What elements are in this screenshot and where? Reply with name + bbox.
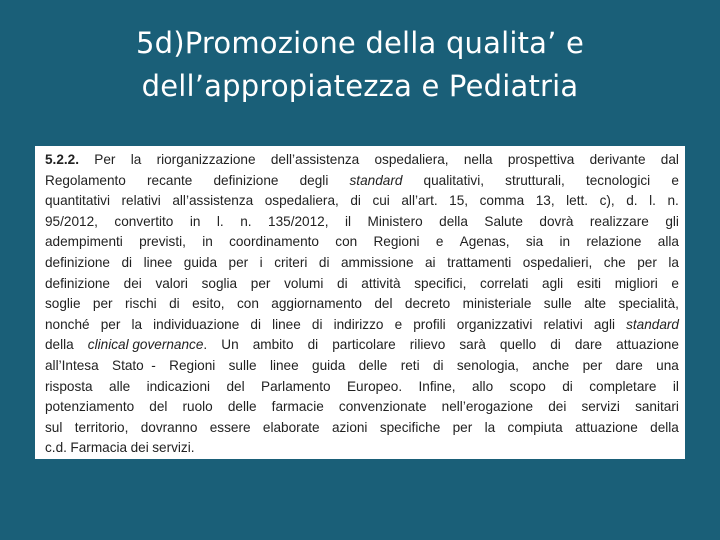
word: esito,	[192, 296, 225, 312]
word: con	[236, 296, 259, 312]
word: per	[228, 254, 249, 270]
word: convenzionate	[338, 399, 427, 415]
word: degli	[299, 172, 329, 188]
document-line	[45, 274, 679, 295]
word: di	[562, 378, 573, 394]
word: nella	[463, 152, 493, 167]
document-line	[45, 397, 679, 418]
word: della	[650, 419, 679, 435]
document-line	[45, 171, 679, 192]
word: linee	[272, 316, 301, 332]
word: la	[130, 152, 142, 167]
italic-text: clinical governance	[87, 337, 204, 353]
word: e	[671, 172, 679, 188]
word: dei	[130, 440, 149, 456]
word: Regolamento	[45, 172, 126, 188]
word: delle	[358, 357, 388, 373]
word: previsti,	[139, 234, 186, 250]
document-line	[45, 253, 679, 274]
word: nonché	[45, 316, 90, 332]
italic-text: standard	[626, 316, 679, 332]
word: della	[439, 213, 468, 229]
word: profili	[413, 316, 446, 332]
italic-text: standard	[349, 172, 403, 188]
word: Farmacia	[70, 440, 128, 456]
word: in	[559, 234, 571, 250]
word: Regioni	[169, 357, 216, 373]
document-excerpt	[35, 146, 685, 459]
word: criteri	[274, 254, 308, 270]
word: sia	[525, 234, 544, 250]
word: ospedaliera,	[264, 193, 339, 209]
word: di	[169, 296, 180, 312]
word: trattamenti	[447, 254, 512, 270]
word: di	[250, 316, 261, 332]
word: 13,	[535, 193, 555, 209]
word: attuazione	[575, 419, 638, 435]
word: comma	[479, 193, 525, 209]
document-line	[45, 377, 679, 398]
word: ministeriale	[462, 296, 532, 312]
word: quello	[499, 337, 537, 353]
word: agli	[542, 275, 564, 291]
word: Salute	[484, 213, 523, 229]
word: Per	[94, 152, 116, 167]
word: risposta	[45, 378, 93, 394]
word: rischi	[124, 296, 157, 312]
word: soglie	[45, 296, 81, 312]
word: in	[202, 234, 213, 250]
word: dei	[123, 275, 142, 291]
word: cui	[372, 193, 390, 209]
word: di	[337, 275, 348, 291]
word: completare	[589, 378, 657, 394]
word: Ministero	[367, 213, 423, 229]
word: derivante	[589, 152, 646, 167]
word: di	[318, 254, 330, 270]
word: alla	[657, 234, 679, 250]
word: dei	[548, 399, 567, 415]
word: indirizzo	[333, 316, 384, 332]
word: l.	[649, 193, 656, 209]
word: i	[259, 254, 263, 270]
word: relazione	[586, 234, 642, 250]
word: per	[250, 275, 271, 291]
word: sulle	[228, 357, 257, 373]
document-line	[45, 294, 679, 315]
word: elaborate	[262, 419, 320, 435]
word: con	[335, 234, 358, 250]
word: guida	[183, 254, 218, 270]
word: dare	[615, 357, 643, 373]
word: di	[432, 357, 444, 373]
word: definizione	[45, 275, 110, 291]
document-line	[45, 335, 679, 356]
word: linee	[143, 254, 173, 270]
word: tecnologici	[585, 172, 651, 188]
word: dovranno	[140, 419, 198, 435]
document-line	[45, 356, 679, 377]
word: di	[350, 193, 361, 209]
document-line	[45, 438, 679, 459]
word: il	[344, 213, 352, 229]
document-line	[45, 232, 679, 253]
word: allo	[471, 378, 494, 394]
word: attuazione	[616, 337, 679, 353]
word: relativi	[543, 316, 583, 332]
word: servizi.	[152, 440, 195, 456]
word: d.	[626, 193, 638, 209]
word: all’Intesa	[45, 357, 99, 373]
word: n.	[667, 193, 679, 209]
word: soglia	[201, 275, 238, 291]
italic-term	[350, 171, 403, 192]
word: coordinamento	[229, 234, 319, 250]
word: ai	[425, 254, 436, 270]
word: Parlamento	[261, 378, 331, 394]
word: e	[394, 316, 403, 332]
word: la	[668, 254, 679, 270]
word: c),	[599, 193, 615, 209]
word: sulle	[543, 296, 572, 312]
word: sanitari	[635, 399, 679, 415]
word: per	[452, 419, 473, 435]
word: ambito	[252, 337, 294, 353]
word: per	[100, 316, 121, 332]
word: territorio,	[74, 419, 129, 435]
word: lett.	[566, 193, 589, 209]
word: decreto	[404, 296, 451, 312]
word: rilievo	[409, 337, 446, 353]
word: una	[656, 357, 679, 373]
slide-title-line-1: 5d)Promozione della qualita’ e	[135, 26, 585, 60]
document-line	[45, 191, 679, 212]
word: adempimenti	[45, 234, 123, 250]
word: servizi	[581, 399, 620, 415]
word: gli	[665, 213, 679, 229]
italic-term: clinical governance.	[87, 337, 208, 353]
word: Agenas,	[459, 234, 510, 250]
word: la	[131, 316, 143, 332]
word: senologia,	[456, 357, 519, 373]
italic-term	[626, 315, 679, 336]
word: quantitativi	[45, 193, 110, 209]
word: per	[582, 357, 603, 373]
word: ospedalieri,	[522, 254, 593, 270]
word: del	[226, 378, 245, 394]
word: n.	[240, 213, 252, 229]
word: alte	[584, 296, 607, 312]
word: definizione	[213, 172, 279, 188]
word: anche	[532, 357, 570, 373]
word: indicazioni	[146, 378, 211, 394]
word: in	[189, 213, 201, 229]
word: recante	[147, 172, 193, 188]
word: 95/2012,	[45, 213, 98, 229]
word: azioni	[331, 419, 368, 435]
word: organizzativi	[456, 316, 533, 332]
document-line	[45, 315, 679, 336]
word: nell’erogazione	[441, 399, 534, 415]
word: del	[374, 296, 393, 312]
document-line	[45, 150, 679, 171]
word: per	[637, 254, 657, 270]
word: di	[121, 254, 133, 270]
word: e	[671, 275, 679, 291]
word: migliori	[614, 275, 658, 291]
word: Stato -	[112, 357, 156, 373]
word: attività	[361, 275, 401, 291]
word: l.	[216, 213, 224, 229]
word: guida	[312, 357, 346, 373]
slide-title	[0, 22, 720, 108]
word: di	[311, 316, 323, 332]
word: delle	[227, 399, 257, 415]
document-line	[45, 418, 679, 439]
word: del	[149, 399, 168, 415]
word: ammissione	[340, 254, 414, 270]
word: correlati	[480, 275, 529, 291]
word: all’art.	[401, 193, 438, 209]
word: Europeo.	[346, 378, 403, 394]
word: c.d.	[45, 440, 67, 456]
word: individuazione	[153, 316, 240, 332]
word: Infine,	[418, 378, 456, 394]
word: riorganizzazione	[156, 152, 256, 167]
word: volumi	[284, 275, 324, 291]
word: strutturali,	[505, 172, 565, 188]
word: farmacie	[271, 399, 324, 415]
word: esiti	[576, 275, 602, 291]
word: convertito	[114, 213, 174, 229]
word: specifici,	[414, 275, 467, 291]
section-number: 5.2.2.	[45, 152, 80, 167]
word: dovrà	[539, 213, 574, 229]
word: della	[45, 337, 74, 353]
word: qualitativi,	[423, 172, 484, 188]
word: ruolo	[182, 399, 213, 415]
word: di	[550, 337, 561, 353]
word: 15,	[449, 193, 469, 209]
word: scopo	[509, 378, 546, 394]
slide-title-line-2: dell’appropiatezza e Pediatria	[141, 69, 579, 103]
word: potenziamento	[45, 399, 135, 415]
word: compiuta	[507, 419, 563, 435]
word: il	[672, 378, 679, 394]
word: aggiornamento	[271, 296, 362, 312]
word: e	[435, 234, 444, 250]
word: specifiche	[379, 419, 441, 435]
word: particolare	[332, 337, 396, 353]
word: realizzare	[589, 213, 649, 229]
word: dal	[660, 152, 679, 167]
word: linee	[269, 357, 299, 373]
word: per	[92, 296, 113, 312]
word: relativi	[121, 193, 161, 209]
word: all’assistenza	[172, 193, 254, 209]
word: alle	[109, 378, 131, 394]
word: specialità,	[618, 296, 679, 312]
word: che	[603, 254, 626, 270]
word: 135/2012,	[268, 213, 329, 229]
word: valori	[155, 275, 188, 291]
word: dell’assistenza	[270, 152, 360, 167]
word: dare	[574, 337, 603, 353]
word: di	[307, 337, 319, 353]
document-line	[45, 212, 679, 233]
word: la	[484, 419, 496, 435]
word: essere	[209, 419, 251, 435]
word: Un	[221, 337, 239, 353]
word: ospedaliera,	[374, 152, 449, 167]
word: prospettiva	[507, 152, 575, 167]
word: agli	[593, 316, 615, 332]
word: sarà	[459, 337, 486, 353]
word: Regioni	[373, 234, 420, 250]
word: reti	[400, 357, 420, 373]
word: definizione	[45, 254, 110, 270]
word: sul	[45, 419, 63, 435]
